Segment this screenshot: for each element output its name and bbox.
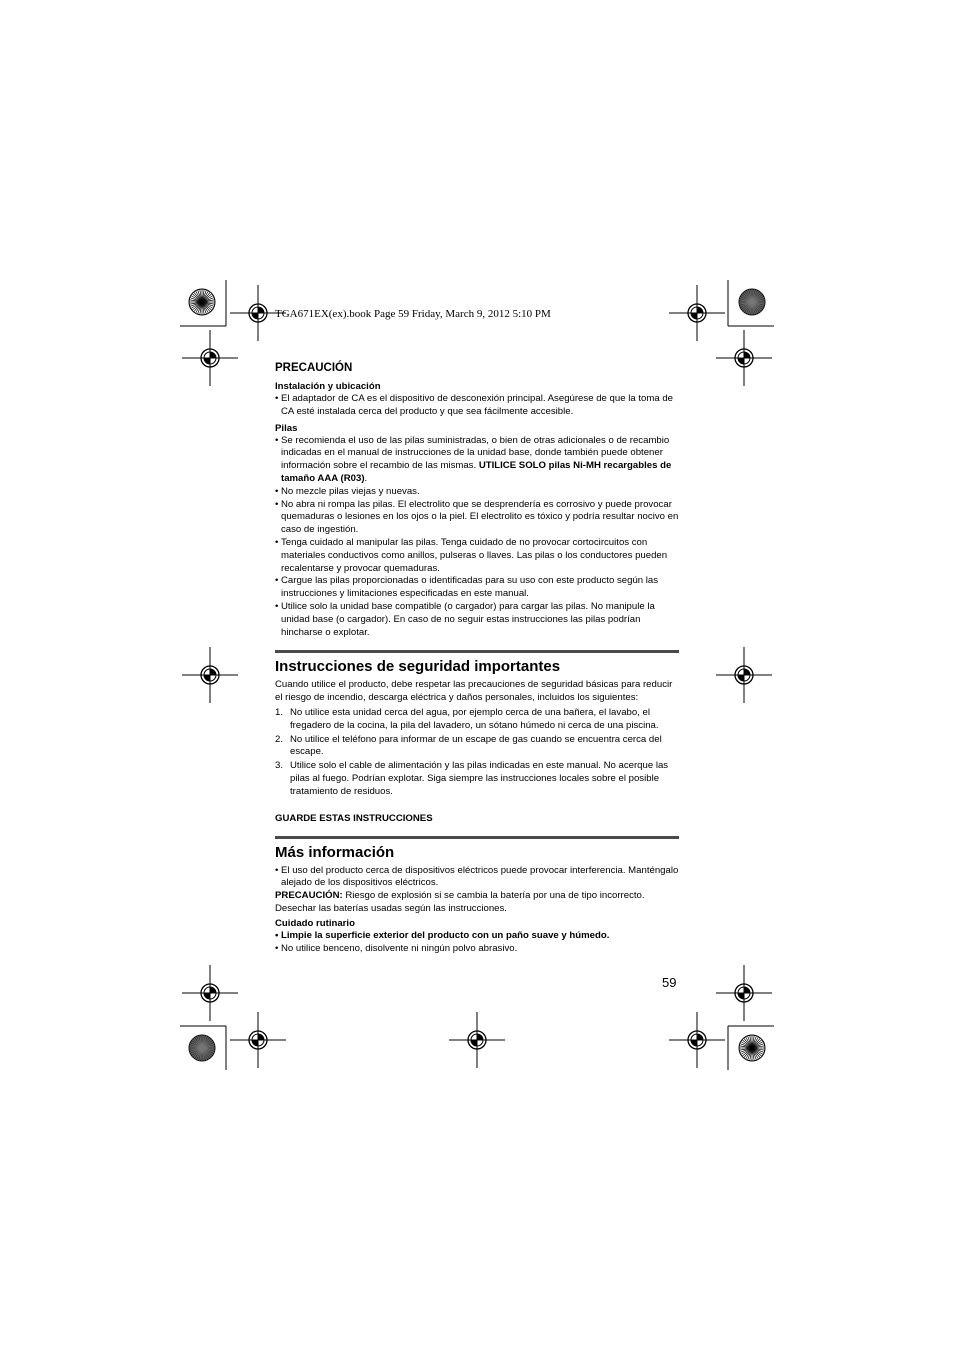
batteries-item: • No mezcle pilas viejas y nuevas.: [275, 486, 679, 499]
safety-title: Instrucciones de seguridad importantes: [275, 658, 561, 676]
safety-item-number: 1.: [275, 706, 284, 718]
care-heading: Cuidado rutinario: [275, 917, 355, 929]
safety-item: [275, 734, 679, 760]
safety-item-text: No utilice esta unidad cerca del agua, por ejemplo cerca de una bañera, el lavabo, el fregadero de la cocina, la pila del lavadero, un sótano húmedo ni cerca de una piscina.: [290, 706, 659, 731]
batteries-item: [275, 435, 679, 486]
batteries-item-text: Se recomienda el uso de las pilas suministradas, o bien de otras adicionales o de recambio indicadas en el manual de instrucciones de la unidad base, donde también puede obtener información sobre el recambio de las mismas.: [281, 434, 670, 472]
safety-item-number: 3.: [275, 760, 284, 772]
batteries-item: • Utilice solo la unidad base compatible (o cargador) para cargar las pilas. No manipule la unidad base (o cargador). En caso de no seguir estas instrucciones las pilas podrían hincharse o explotar.: [275, 601, 679, 639]
batteries-item: • No abra ni rompa las pilas. El electrolito que se desprendería es corrosivo y puede provocar quemaduras o lesiones en los ojos o la piel. El electrolito es tóxico y podría resultar nocivo en caso de ingestión.: [275, 499, 679, 537]
page-content: [275, 362, 679, 955]
more-info-title: Más información: [275, 843, 395, 861]
caution-text: Riesgo de explosión si se cambia la batería por una de tipo incorrecto. Desechar las baterías usadas según las instrucciones.: [275, 890, 645, 914]
more-info-item: • El uso del producto cerca de dispositivos eléctricos puede provocar interferencia. Manténgalo alejado de los dispositivos eléctricos.: [275, 865, 679, 891]
safety-item-text: No utilice el teléfono para informar de un escape de gas cuando se encuentra cerca del escape.: [290, 733, 662, 758]
batteries-heading: Pilas: [275, 422, 298, 434]
care-item-bold: • Limpie la superficie exterior del producto con un paño suave y húmedo.: [275, 930, 679, 943]
install-item: • El adaptador de CA es el dispositivo de desconexión principal. Asegúrese de que la toma de CA esté instalada cerca del producto y que sea fácilmente accesible.: [275, 393, 679, 419]
care-item: • No utilice benceno, disolvente ni ningún polvo abrasivo.: [275, 943, 679, 956]
batteries-item: • Tenga cuidado al manipular las pilas. Tenga cuidado de no provocar cortocircuitos con materiales conductivos como anillos, pulseras o llaves. Las pilas o los conductores pueden recalentarse y provocar quemaduras.: [275, 537, 679, 575]
safety-item-number: 2.: [275, 733, 284, 745]
safety-intro: Cuando utilice el producto, debe respetar las precauciones de seguridad básicas para reducir el riesgo de incendio, descarga eléctrica y daños personales, incluidos los siguientes:: [275, 679, 673, 704]
page-number: 59: [662, 975, 677, 990]
caution-title: PRECAUCIÓN: [275, 362, 353, 374]
section-divider: [275, 650, 679, 653]
batteries-item-bold: UTILICE SOLO pilas Ni-MH recargables de tamaño AAA (R03): [281, 460, 672, 484]
safety-item: [275, 760, 679, 798]
install-heading: Instalación y ubicación: [275, 381, 381, 392]
keep-instructions: GUARDE ESTAS INSTRUCCIONES: [275, 812, 433, 824]
caution-label: PRECAUCIÓN:: [275, 890, 343, 902]
batteries-item-end: .: [364, 472, 368, 484]
explosion-caution: [275, 890, 679, 916]
safety-item: [275, 707, 679, 733]
batteries-item: • Cargue las pilas proporcionadas o identificadas para su uso con este producto según las instrucciones y limitaciones especificadas en este manual.: [275, 575, 679, 601]
section-divider: [275, 836, 679, 839]
safety-item-text: Utilice solo el cable de alimentación y las pilas indicadas en este manual. No acerque las pilas al fuego. Podrían explotar. Siga siempre las instrucciones locales sobre el posible tratamiento de residuos.: [290, 760, 669, 797]
book-file-header: TGA671EX(ex).book Page 59 Friday, March 9, 2012 5:10 PM: [275, 308, 551, 320]
